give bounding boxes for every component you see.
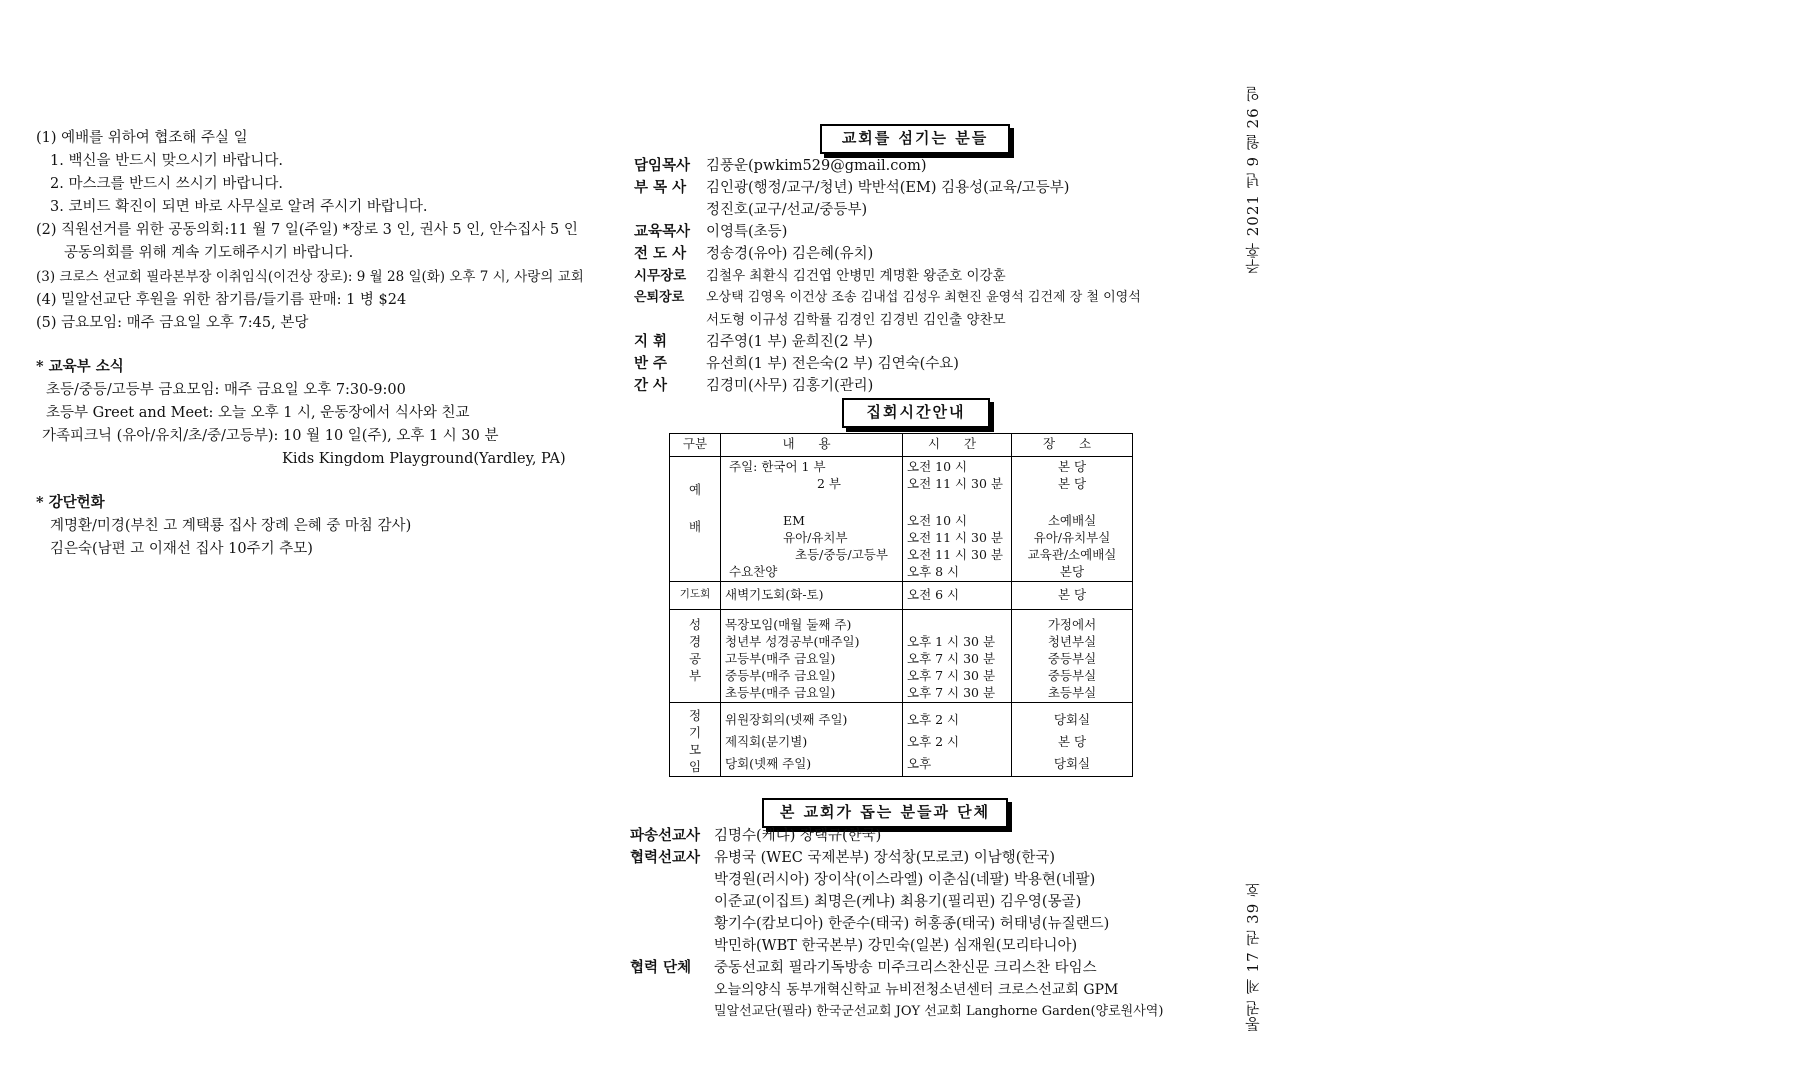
bible-place: 가정에서 청년부실 중등부실 중등부실 초등부실 xyxy=(1012,610,1133,703)
notice-1-item-1: 1. 백신을 반드시 맞으시기 바랍니다. xyxy=(50,153,283,169)
servant-row: 전 도 사 정송경(유아) 김은혜(유치) xyxy=(634,245,874,262)
schedule-header-row xyxy=(670,434,1133,457)
mission-row: 밀알선교단(필라) 한국군선교회 JOY 선교회 Langhorne Garden(양로원사역) xyxy=(714,1004,1164,1019)
servant-row: 반 주 유선희(1 부) 전은숙(2 부) 김연숙(수요) xyxy=(634,355,959,372)
bible-content: 목장모임(매월 둘째 주) 청년부 성경공부(매주일) 고등부(매주 금요일) 중등부(매주 금요일) 초등부(매주 금요일) xyxy=(721,610,903,703)
col-header-time: 시 간 xyxy=(903,434,1012,457)
education-title: * 교육부 소식 xyxy=(36,358,124,375)
notice-3: (3) 크로스 선교회 필라본부장 이취임식(이건상 장로): 9 월 28 일(화) 오후 7 시, 사랑의 교회 xyxy=(36,269,584,285)
education-item: 초등/중등/고등부 금요모임: 매주 금요일 오후 7:30-9:00 xyxy=(46,382,406,398)
notice-1-item-3: 3. 코비드 확진이 되면 바로 사무실로 알려 주시기 바랍니다. xyxy=(50,199,428,215)
mission-row: 협력선교사 유병국 (WEC 국제본부) 장석창(모로코) 이남행(한국) xyxy=(630,849,1056,866)
servant-row: 시무장로 김철우 최환식 김건엽 안병민 계명환 왕준호 이강훈 xyxy=(634,268,1006,284)
servant-row: 부 목 사 김인광(행정/교구/청년) 박반석(EM) 김용성(교육/고등부) xyxy=(634,179,1070,196)
notice-4: (4) 밀알선교단 후원을 위한 참기름/들기름 판매: 1 병 $24 xyxy=(36,292,407,308)
mission-row: 이준교(이집트) 최명은(케냐) 최용기(필리핀) 김우영(몽골) xyxy=(714,894,1082,910)
category-regular: 정 기 모 임 xyxy=(670,703,721,777)
category-prayer: 기도회 xyxy=(670,582,721,610)
prayer-place: 본 당 xyxy=(1012,582,1133,610)
missions-title: 본 교회가 돕는 분들과 단체 xyxy=(762,798,1008,828)
notice-1: (1) 예배를 위하여 협조해 주실 일 xyxy=(36,130,248,146)
mission-row: 박민하(WBT 한국본부) 강민숙(일본) 심재원(모리타니아) xyxy=(714,938,1078,954)
servant-row: 간 사 김경미(사무) 김홍기(관리) xyxy=(634,377,874,394)
category-bible: 성 경 공 부 xyxy=(670,610,721,703)
servant-row: 서도형 이규성 김학률 김경인 김경빈 김인출 양찬모 xyxy=(706,312,1006,328)
notice-2-cont: 공동의회를 위해 계속 기도해주시기 바랍니다. xyxy=(64,245,354,261)
servant-row: 지 휘 김주영(1 부) 윤희진(2 부) xyxy=(634,333,873,350)
notice-1-item-2: 2. 마스크를 반드시 쓰시기 바랍니다. xyxy=(50,176,283,192)
col-header-category: 구분 xyxy=(670,434,721,457)
notice-2: (2) 직원선거를 위한 공동의회:11 월 7 일(주일) *장로 3 인, 권사 5 인, 안수집사 5 인 xyxy=(36,222,578,238)
regular-time: 오후 2 시 오후 2 시 오후 xyxy=(903,703,1012,777)
bulletin-issue: 통권 제 17 권 39 호 xyxy=(1244,880,1262,1032)
col-header-place: 장 소 xyxy=(1012,434,1133,457)
worship-place: 본 당 본 당 소예배실 유아/유치부실 교육관/소예배실 본당 xyxy=(1012,457,1133,582)
worship-time: 오전 10 시 오전 11 시 30 분 오전 10 시 오전 11 시 30 분 오전 11 시 30 분 오후 8 시 xyxy=(903,457,1012,582)
schedule-title: 집회시간안내 xyxy=(842,398,990,428)
servant-row: 정진호(교구/선교/중등부) xyxy=(706,202,868,218)
bible-time: 오후 1 시 30 분 오후 7 시 30 분 오후 7 시 30 분 오후 7 시 30 분 xyxy=(903,610,1012,703)
mission-row: 파송선교사 김명수(케냐) 장택규(한국) xyxy=(630,827,882,844)
worship-content: 주일: 한국어 1 부 2 부 EM 유아/유치부 초등/중등/고등부 수요찬양 xyxy=(721,457,903,582)
servant-row: 담임목사 김풍운(pwkim529@gmail.com) xyxy=(634,157,927,174)
regular-place: 당회실 본 당 당회실 xyxy=(1012,703,1133,777)
category-worship: 예 배 xyxy=(670,457,721,582)
mission-row: 협력 단체 중동선교회 필라기독방송 미주크리스찬신문 크리스찬 타임스 xyxy=(630,959,1097,976)
donation-title: * 강단헌화 xyxy=(36,494,105,511)
schedule-row-bible xyxy=(670,610,1133,703)
donation-item: 계명환/미경(부친 고 계택룡 집사 장례 은혜 중 마침 감사) xyxy=(50,518,412,534)
prayer-content: 새벽기도회(화-토) xyxy=(721,582,903,610)
schedule-row-prayer xyxy=(670,582,1133,610)
col-header-content: 내 용 xyxy=(721,434,903,457)
schedule-table xyxy=(669,433,1133,777)
education-item: 가족피크닉 (유아/유치/초/중/고등부): 10 월 10 일(주), 오후 1 시 30 분 xyxy=(42,428,499,444)
schedule-row-regular xyxy=(670,703,1133,777)
prayer-time: 오전 6 시 xyxy=(903,582,1012,610)
education-item: 초등부 Greet and Meet: 오늘 오후 1 시, 운동장에서 식사와 친교 xyxy=(46,405,470,421)
mission-row: 황기수(캄보디아) 한준수(태국) 허홍종(태국) 허태녕(뉴질랜드) xyxy=(714,916,1110,932)
servant-row: 은퇴장로 오상택 김영옥 이건상 조송 김내섭 김성우 최현진 윤영석 김건제 장 철 이영석 xyxy=(634,290,1141,305)
notice-5: (5) 금요모임: 매주 금요일 오후 7:45, 본당 xyxy=(36,315,309,331)
servants-title: 교회를 섬기는 분들 xyxy=(820,124,1010,154)
regular-content: 위원장회의(넷째 주일) 제직회(분기별) 당회(넷째 주일) xyxy=(721,703,903,777)
bulletin-date: 주후 2021 년 9 월 26 일 xyxy=(1244,85,1262,274)
education-item-location: Kids Kingdom Playground(Yardley, PA) xyxy=(282,451,566,467)
mission-row: 박경원(러시아) 장이삭(이스라엘) 이춘심(네팔) 박용현(네팔) xyxy=(714,872,1096,888)
schedule-row-worship xyxy=(670,457,1133,582)
mission-row: 오늘의양식 동부개혁신학교 뉴비전청소년센터 크로스선교회 GPM xyxy=(714,982,1119,998)
servant-row: 교육목사 이영특(초등) xyxy=(634,223,788,240)
donation-item: 김은숙(남편 고 이재선 집사 10주기 추모) xyxy=(50,541,313,557)
